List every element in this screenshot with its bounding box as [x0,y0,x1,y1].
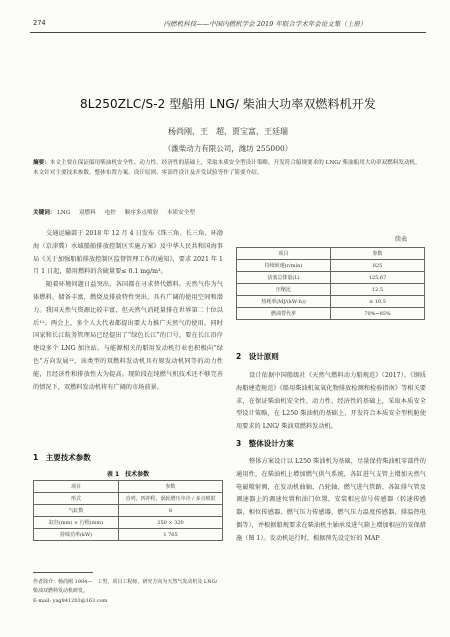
running-title: 内燃机科技——中国内燃机学会 2019 年联合学术年会论文集（上册） [163,20,367,28]
table-row [237,272,425,284]
keyword: 顺序多点喷射 [124,210,159,216]
affiliation: （潍柴动力有限公司，潍坊 255000） [163,144,293,153]
table-caption: 表 1 技术参数 [106,471,150,478]
table-cell: 缸径(mm) × 行程(mm) [34,517,119,529]
page-number: 274 [33,19,46,27]
keyword: LNG [57,210,71,216]
section-heading: 2 设计原则 [236,352,279,361]
footnote [33,578,223,606]
table-header-cell: 参数 [331,248,425,260]
table-header-cell: 参数 [119,481,223,493]
table-cell: 825 [331,260,425,272]
table-cell: 1 765 [119,529,223,541]
paper-title: 8L250ZLC/S-2 型船用 LNG/ 柴油大功率双燃料机开发 [80,97,376,111]
table-cell: 125.67 [331,272,425,284]
table-row [237,296,425,308]
table-row [34,517,223,529]
intro-paragraph: 随着环境问题日益突出，各国都在寻求替代燃料。天然气作为气体燃料，储备丰富，燃烧及排放特性突出，具有广阔的使用空间和潜力。我国天然气资源比较丰富，但天然气消耗量排在世界第二十位以后¹¹。两会上，多个人大代表都提出要大力推广天然气的使用，同时国家和长江航务管理局已经提出了“绿色长江”的口号，要在长江沿岸建设多个 LNG 加注站。与能源相关的船用发动机行业也积极向“绿色”方向发展¹²，该类型的双燃料发动机具有原发动机同等的动力性能，且经济性和排放性大为提高。现阶段在纯燃气机技术还不够完善的情况下，双燃料发动机将有广阔的市场前景。 [33,281,223,391]
table-cell: 形式 [34,493,119,505]
keywords [33,208,425,216]
table-row [237,284,425,296]
section-heading: 3 整体设计方案 [236,439,294,448]
footnote-author: 作者简介：杨尚刚 1984— 工男，项目工程师，研究方向为天然气发动机及 LNG/ 柴油双燃料发动机研发。 [33,579,218,595]
keyword: 本质安全型 [166,210,195,216]
keywords-label: 关键词： [33,210,56,216]
section-heading: 1 主要技术参数 [33,453,91,462]
authors: 杨尚刚，王 超，贾宝富，王廷瑞 [168,127,288,136]
table-cell: 250 × 320 [119,517,223,529]
table-cell: 燃油替代率 [237,308,331,320]
table-cell: 压缩比 [237,284,331,296]
keyword: 双燃料 [79,210,96,216]
table-row [237,260,425,272]
section-paragraph: 设计依据中国船级社《天然气燃料动力船规范》（2017），《钢质海船建造规范》《船用柴油机氮氧化物排放检测和检验指南》等相关要求，在保证柴油机安全性、动力性、经济性的基础上，采取本质安全型设计策略，在 L250 柴油机的基础上，开发符合本质安全型机舱使用要求的 LNG/ 柴油双燃料发动机。 [236,372,426,431]
table-cell: 活塞总排量(L) [237,272,331,284]
table-cell: 直列，四冲程，涡轮增压中冷 / 多点喷射 [119,493,223,505]
introduction [33,228,223,394]
table-cell: 持续功率(kW) [34,529,119,541]
table-row [34,529,223,541]
table-continued-label: 续表 [395,236,408,243]
table-header-row [237,248,425,260]
table-header-row [34,481,223,493]
table-row [237,308,425,320]
table-row [34,505,223,517]
table-header-cell: 项目 [237,248,331,260]
technical-parameters-table-continued [236,247,425,320]
table-cell: 12.5 [331,284,425,296]
abstract [33,158,425,179]
table-cell: 持续转速(r/min) [237,260,331,272]
keyword: 电控 [104,210,116,216]
technical-parameters-table [33,480,223,541]
footnote-email: E-mail: yag841203@163.com [33,597,108,604]
table-header-cell: 项目 [34,481,119,493]
abstract-label: 摘要： [33,160,50,166]
table-cell: 8 [119,505,223,517]
table-cell: 70%~85% [331,308,425,320]
table-cell: 热耗率(MJ/(kW·h)) [237,296,331,308]
footnote-rule [33,572,93,573]
intro-paragraph: 交通运输部于 2018 年 12 月 4 日发布《珠三角、长三角、环渤海（京津冀）水域船舶排放控制区实施方案》及中华人民共和国海事局《关于加强船舶排放控制区监督管理工作的通知》，要求 2021 年 1 月 1 日起，船用燃料的含硫量要≤ 0.1 mg/m³。 [33,230,223,276]
header-rule [30,32,426,33]
abstract-text: 本文主要在保证船用柴油机安全性、动力性、经济性的基础上，采取本质安全型设计策略，开发符合船规要求的 LNG/ 柴油船用大功率双燃料发动机。本文针对主要技术参数、整体布置方案、设计原则、零部件设计及开发试验等作了简要介绍。 [33,160,421,177]
table-row [34,493,223,505]
section-paragraph: 整体方案设计以 L250 柴油机为基础，尽量保持柴油机零部件的通用性，在柴油机上增加燃气供气系统，各缸进气支管上增加天然气电磁喷射阀，在发动机曲轴、凸轮轴、燃气进气管路、各缸排气管及调速器上的调速位置和油门位置，安装相应信号传感器（转速传感器、相位传感器、燃气压力传感器、燃气压力温度传感器、排温热电偶等），并根据船规要求在柴油机主轴承及进气箱上增加相应的安保措施（图 1）。发动机运行时，根据预先设定好的 MAP [236,458,426,542]
table-cell: ≤ 10.5 [331,296,425,308]
table-cell: 气缸数 [34,505,119,517]
